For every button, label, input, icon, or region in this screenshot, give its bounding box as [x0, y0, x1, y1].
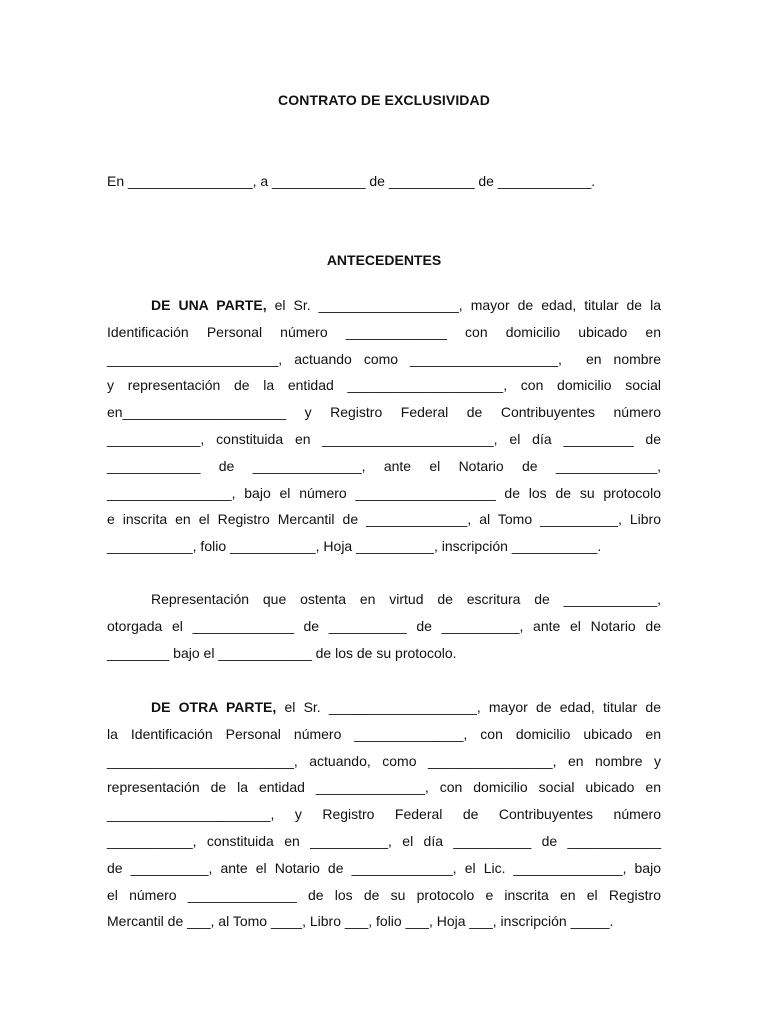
- dateline: En ________________, a ____________ de ___________ de ____________.: [107, 173, 596, 189]
- paragraph-line: ________________, bajo el número __________________ de los de su protocolo: [107, 484, 661, 501]
- paragraph-line: _____________________, y Registro Federal de Contribuyentes número: [107, 806, 661, 823]
- paragraph-line: en_____________________ y Registro Federal de Contribuyentes número: [107, 404, 661, 421]
- paragraph-line: ___________, folio ___________, Hoja __________, inscripción ___________.: [107, 538, 602, 555]
- paragraph-line: [107, 292, 661, 319]
- paragraph-line: ____________, constituida en ______________________, el día _________ de: [107, 430, 661, 447]
- paragraph-first-party: [107, 292, 661, 560]
- paragraph-line: el número ______________ de los de su protocolo e inscrita en el Registro: [107, 886, 661, 903]
- paragraph-line: representación de la entidad ______________, con domicilio social ubicado en: [107, 779, 661, 796]
- paragraph-line: Identificación Personal número _____________ con domicilio ubicado en: [107, 323, 661, 340]
- paragraph-line: ________ bajo el ____________ de los de su protocolo.: [107, 644, 457, 661]
- paragraph-line: de __________, ante el Notario de _____________, el Lic. ______________, bajo: [107, 859, 661, 876]
- document-title: CONTRATO DE EXCLUSIVIDAD: [278, 92, 490, 108]
- paragraph-line: la Identificación Personal número ______________, con domicilio ubicado en: [107, 725, 661, 742]
- paragraph-line: e inscrita en el Registro Mercantil de _____________, al Tomo __________, Libro: [107, 511, 661, 528]
- paragraph-line: otorgada el _____________ de __________ de __________, ante el Notario de: [107, 617, 661, 634]
- paragraph-line: Mercantil de ___, al Tomo ____, Libro ___, folio ___, Hoja ___, inscripción _____.: [107, 913, 614, 930]
- paragraph-line: [107, 694, 661, 721]
- party-lead: DE OTRA PARTE,: [151, 699, 277, 715]
- paragraph-line: ______________________, actuando como ___________________, en nombre: [107, 350, 661, 367]
- paragraph-line: ________________________, actuando, como ________________, en nombre y: [107, 752, 661, 769]
- section-heading: ANTECEDENTES: [326, 252, 442, 268]
- paragraph-line: ____________ de ______________, ante el Notario de _____________,: [107, 457, 661, 474]
- paragraph-line: Representación que ostenta en virtud de escritura de ____________,: [151, 591, 661, 607]
- paragraph-line: ___________, constituida en __________, el día __________ de ____________: [107, 832, 661, 849]
- paragraph-line-text: el Sr. __________________, mayor de edad, titular de la: [266, 297, 661, 313]
- paragraph-second-party: [107, 694, 661, 935]
- paragraph-line: y representación de la entidad ____________________, con domicilio social: [107, 377, 661, 394]
- paragraph-line-text: el Sr. ___________________, mayor de edad, titular de: [276, 699, 661, 715]
- paragraph-representation: [107, 586, 661, 666]
- party-lead: DE UNA PARTE,: [151, 297, 267, 313]
